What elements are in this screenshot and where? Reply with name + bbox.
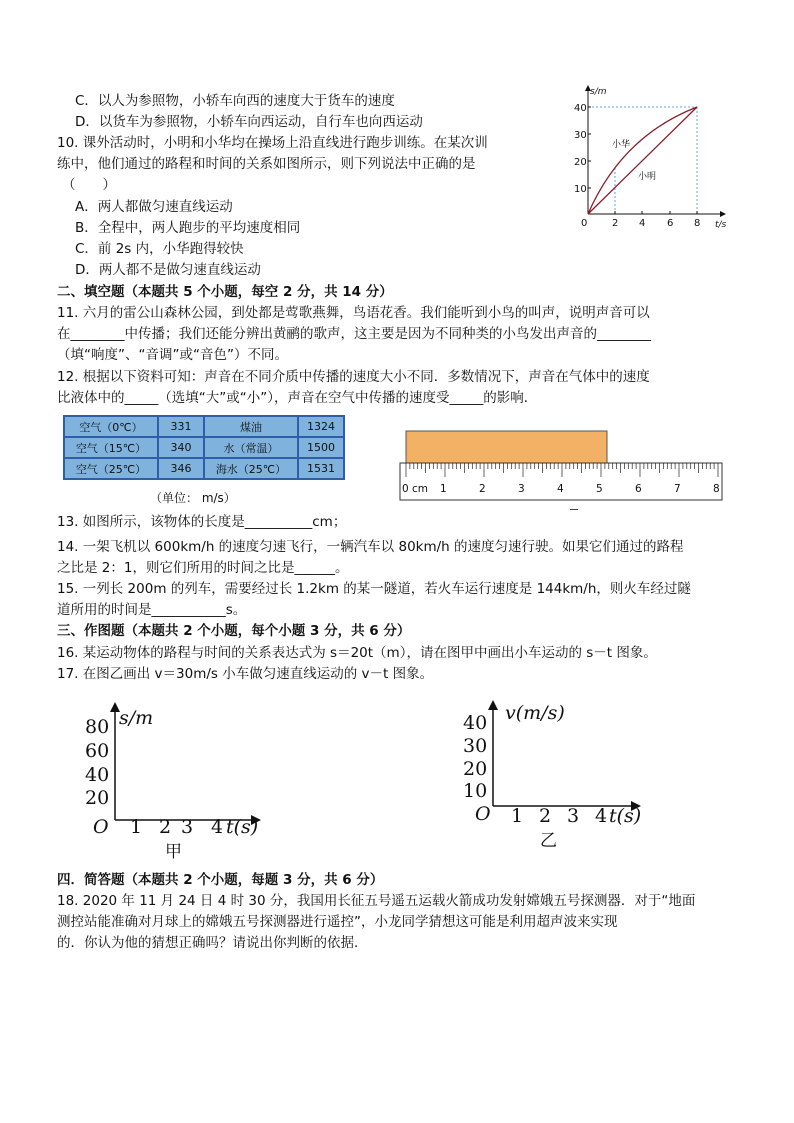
q10-option-c: C．前 2s 内，小华跑得较快 (75, 241, 244, 257)
origin-label: 0 (581, 218, 588, 229)
xtick: 2 (539, 805, 552, 827)
q9-option-d: D．以货车为参照物，小轿车向西运动，自行车也向西运动 (75, 114, 423, 130)
y-axis-label: v(m/s) (505, 702, 565, 724)
ytick: 60 (85, 740, 110, 762)
table-cell: 水（常温） (205, 438, 297, 457)
ytick: 80 (85, 716, 110, 738)
q11-line2: 在________中传播；我们还能分辨出黄鹂的歌声，这主要是因为不同种类的小鸟发出声音的________ (57, 326, 651, 342)
label-xiaoming: 小明 (638, 172, 657, 182)
ruler-label: 4 (557, 483, 564, 495)
graph-yi (463, 700, 663, 850)
xtick: 3 (567, 805, 580, 827)
x-axis-label: t(s) (609, 805, 642, 827)
q14-line2: 之比是 2：1，则它们所用的时间之比是______。 (57, 560, 349, 576)
xtick: 1 (130, 816, 143, 838)
xtick: 4 (211, 816, 224, 838)
xtick: 4 (595, 805, 608, 827)
q11-line3: （填“响度”、“音调”或“音色”）不同。 (57, 347, 288, 363)
xtick: 3 (181, 816, 194, 838)
ytick: 30 (574, 130, 587, 141)
table-row (65, 438, 343, 457)
measured-block (406, 431, 607, 463)
xtick: 2 (612, 218, 619, 229)
xtick: 8 (694, 218, 701, 229)
q9-option-c: C．以人为参照物，小轿车向西的速度大于货车的速度 (75, 93, 395, 109)
y-axis-label: s/m (119, 707, 154, 729)
ytick: 10 (574, 184, 587, 195)
ruler-label: 3 (518, 483, 525, 495)
table-cell: 331 (159, 417, 203, 436)
y-axis-label: s/m (590, 87, 607, 97)
origin-label: O (93, 816, 109, 838)
ytick: 40 (574, 103, 587, 114)
ruler-zero-label: 0 cm (402, 483, 429, 495)
q18-line3: 的．你认为他的猜想正确吗？请说出你判断的依据． (57, 935, 368, 951)
table-cell: 空气（25℃） (65, 459, 157, 478)
x-axis-label: t/s (715, 220, 727, 229)
table-cell: 空气（0℃） (65, 417, 157, 436)
table-cell: 煤油 (205, 417, 297, 436)
ytick: 20 (574, 157, 587, 168)
q10-option-a: A．两人都做匀速直线运动 (75, 199, 233, 215)
ruler-figure (398, 428, 728, 514)
q10-stem-line1: 10. 课外活动时，小明和小华均在操场上沿直线进行跑步训练。在某次训 (57, 135, 488, 151)
q12-line2: 比液体中的_____（选填“大”或“小”），声音在空气中传播的速度受_____的影响． (57, 390, 538, 406)
ytick: 40 (463, 712, 488, 734)
table-row (65, 417, 343, 436)
ruler-label: 5 (596, 483, 603, 495)
ytick: 20 (85, 787, 110, 809)
table-row (65, 459, 343, 478)
xtick: 2 (159, 816, 172, 838)
xtick: 1 (511, 805, 524, 827)
q10-option-b: B．全程中，两人跑步的平均速度相同 (75, 220, 301, 236)
xiaoming-line (588, 107, 697, 214)
q15-line1: 15. 一列长 200m 的列车，需要经过长 1.2km 的某一隧道，若火车运行速度是 144km/h，则火车经过隧 (57, 581, 691, 597)
ruler-label: 8 (713, 483, 720, 495)
q12-line1: 12. 根据以下资料可知：声音在不同介质中传播的速度大小不同．多数情况下，声音在气体中的速度 (57, 369, 650, 385)
ytick: 10 (463, 780, 488, 802)
q10-st-graph (562, 84, 742, 229)
origin-label: O (475, 803, 491, 825)
ytick: 40 (85, 764, 110, 786)
q16: 16. 某运动物体的路程与时间的关系表达式为 s＝20t（m），请在图甲中画出小车运动的 s－t 图象。 (57, 645, 657, 661)
table-cell: 1500 (299, 438, 343, 457)
q17: 17. 在图乙画出 v＝30m/s 小车做匀速直线运动的 v－t 图象。 (57, 666, 434, 682)
ruler-label: 1 (440, 483, 447, 495)
section-4-heading: 四．简答题（本题共 2 个小题，每题 3 分，共 6 分） (57, 872, 384, 888)
q10-stem-line2: 练中，他们通过的路程和时间的关系如图所示，则下列说法中正确的是 (57, 156, 476, 172)
graph-caption: 甲 (165, 842, 182, 862)
ytick: 20 (463, 758, 488, 780)
ruler-label: 7 (674, 483, 681, 495)
table-cell: 346 (159, 459, 203, 478)
x-axis-label: t(s) (226, 816, 259, 838)
q18-line1: 18. 2020 年 11 月 24 日 4 时 30 分，我国用长征五号遥五运载火箭成功发射嫦娥五号探测器．对于“地面 (57, 893, 696, 909)
label-xiaohua: 小华 (612, 140, 631, 150)
q10-option-d: D．两人都不是做匀速直线运动 (75, 262, 261, 278)
q11-line1: 11. 六月的雷公山森林公园，到处都是莺歌燕舞，鸟语花香。我们能听到小鸟的叫声，说明声音可以 (57, 305, 650, 321)
table-unit: （单位： m/s） (150, 491, 236, 505)
q15-line2: 道所用的时间是___________s。 (57, 602, 247, 618)
sound-speed-table (63, 415, 345, 480)
divider-mark (570, 509, 578, 510)
q14-line1: 14. 一架飞机以 600km/h 的速度匀速飞行，一辆汽车以 80km/h 的速度匀速行驶。如果它们通过的路程 (57, 539, 684, 555)
ruler-label: 2 (479, 483, 486, 495)
q18-line2: 测控站能准确对月球上的嫦娥五号探测器进行遥控”，小龙同学猜想这可能是利用超声波来实现 (57, 914, 618, 930)
table-cell: 空气（15℃） (65, 438, 157, 457)
q10-stem-line3: （ ） (62, 177, 116, 193)
graph-jia (85, 700, 265, 865)
table-cell: 海水（25℃） (205, 459, 297, 478)
q13: 13. 如图所示，该物体的长度是__________cm； (57, 514, 347, 530)
ytick: 30 (463, 735, 488, 757)
section-3-heading: 三、作图题（本题共 2 个小题，每个小题 3 分，共 6 分） (57, 623, 411, 639)
ruler-label: 6 (635, 483, 642, 495)
section-2-heading: 二、填空题（本题共 5 个小题，每空 2 分，共 14 分） (57, 284, 393, 300)
graph-caption: 乙 (540, 831, 557, 850)
table-cell: 1531 (299, 459, 343, 478)
xtick: 6 (667, 218, 674, 229)
table-cell: 1324 (299, 417, 343, 436)
xtick: 4 (639, 218, 646, 229)
table-cell: 340 (159, 438, 203, 457)
